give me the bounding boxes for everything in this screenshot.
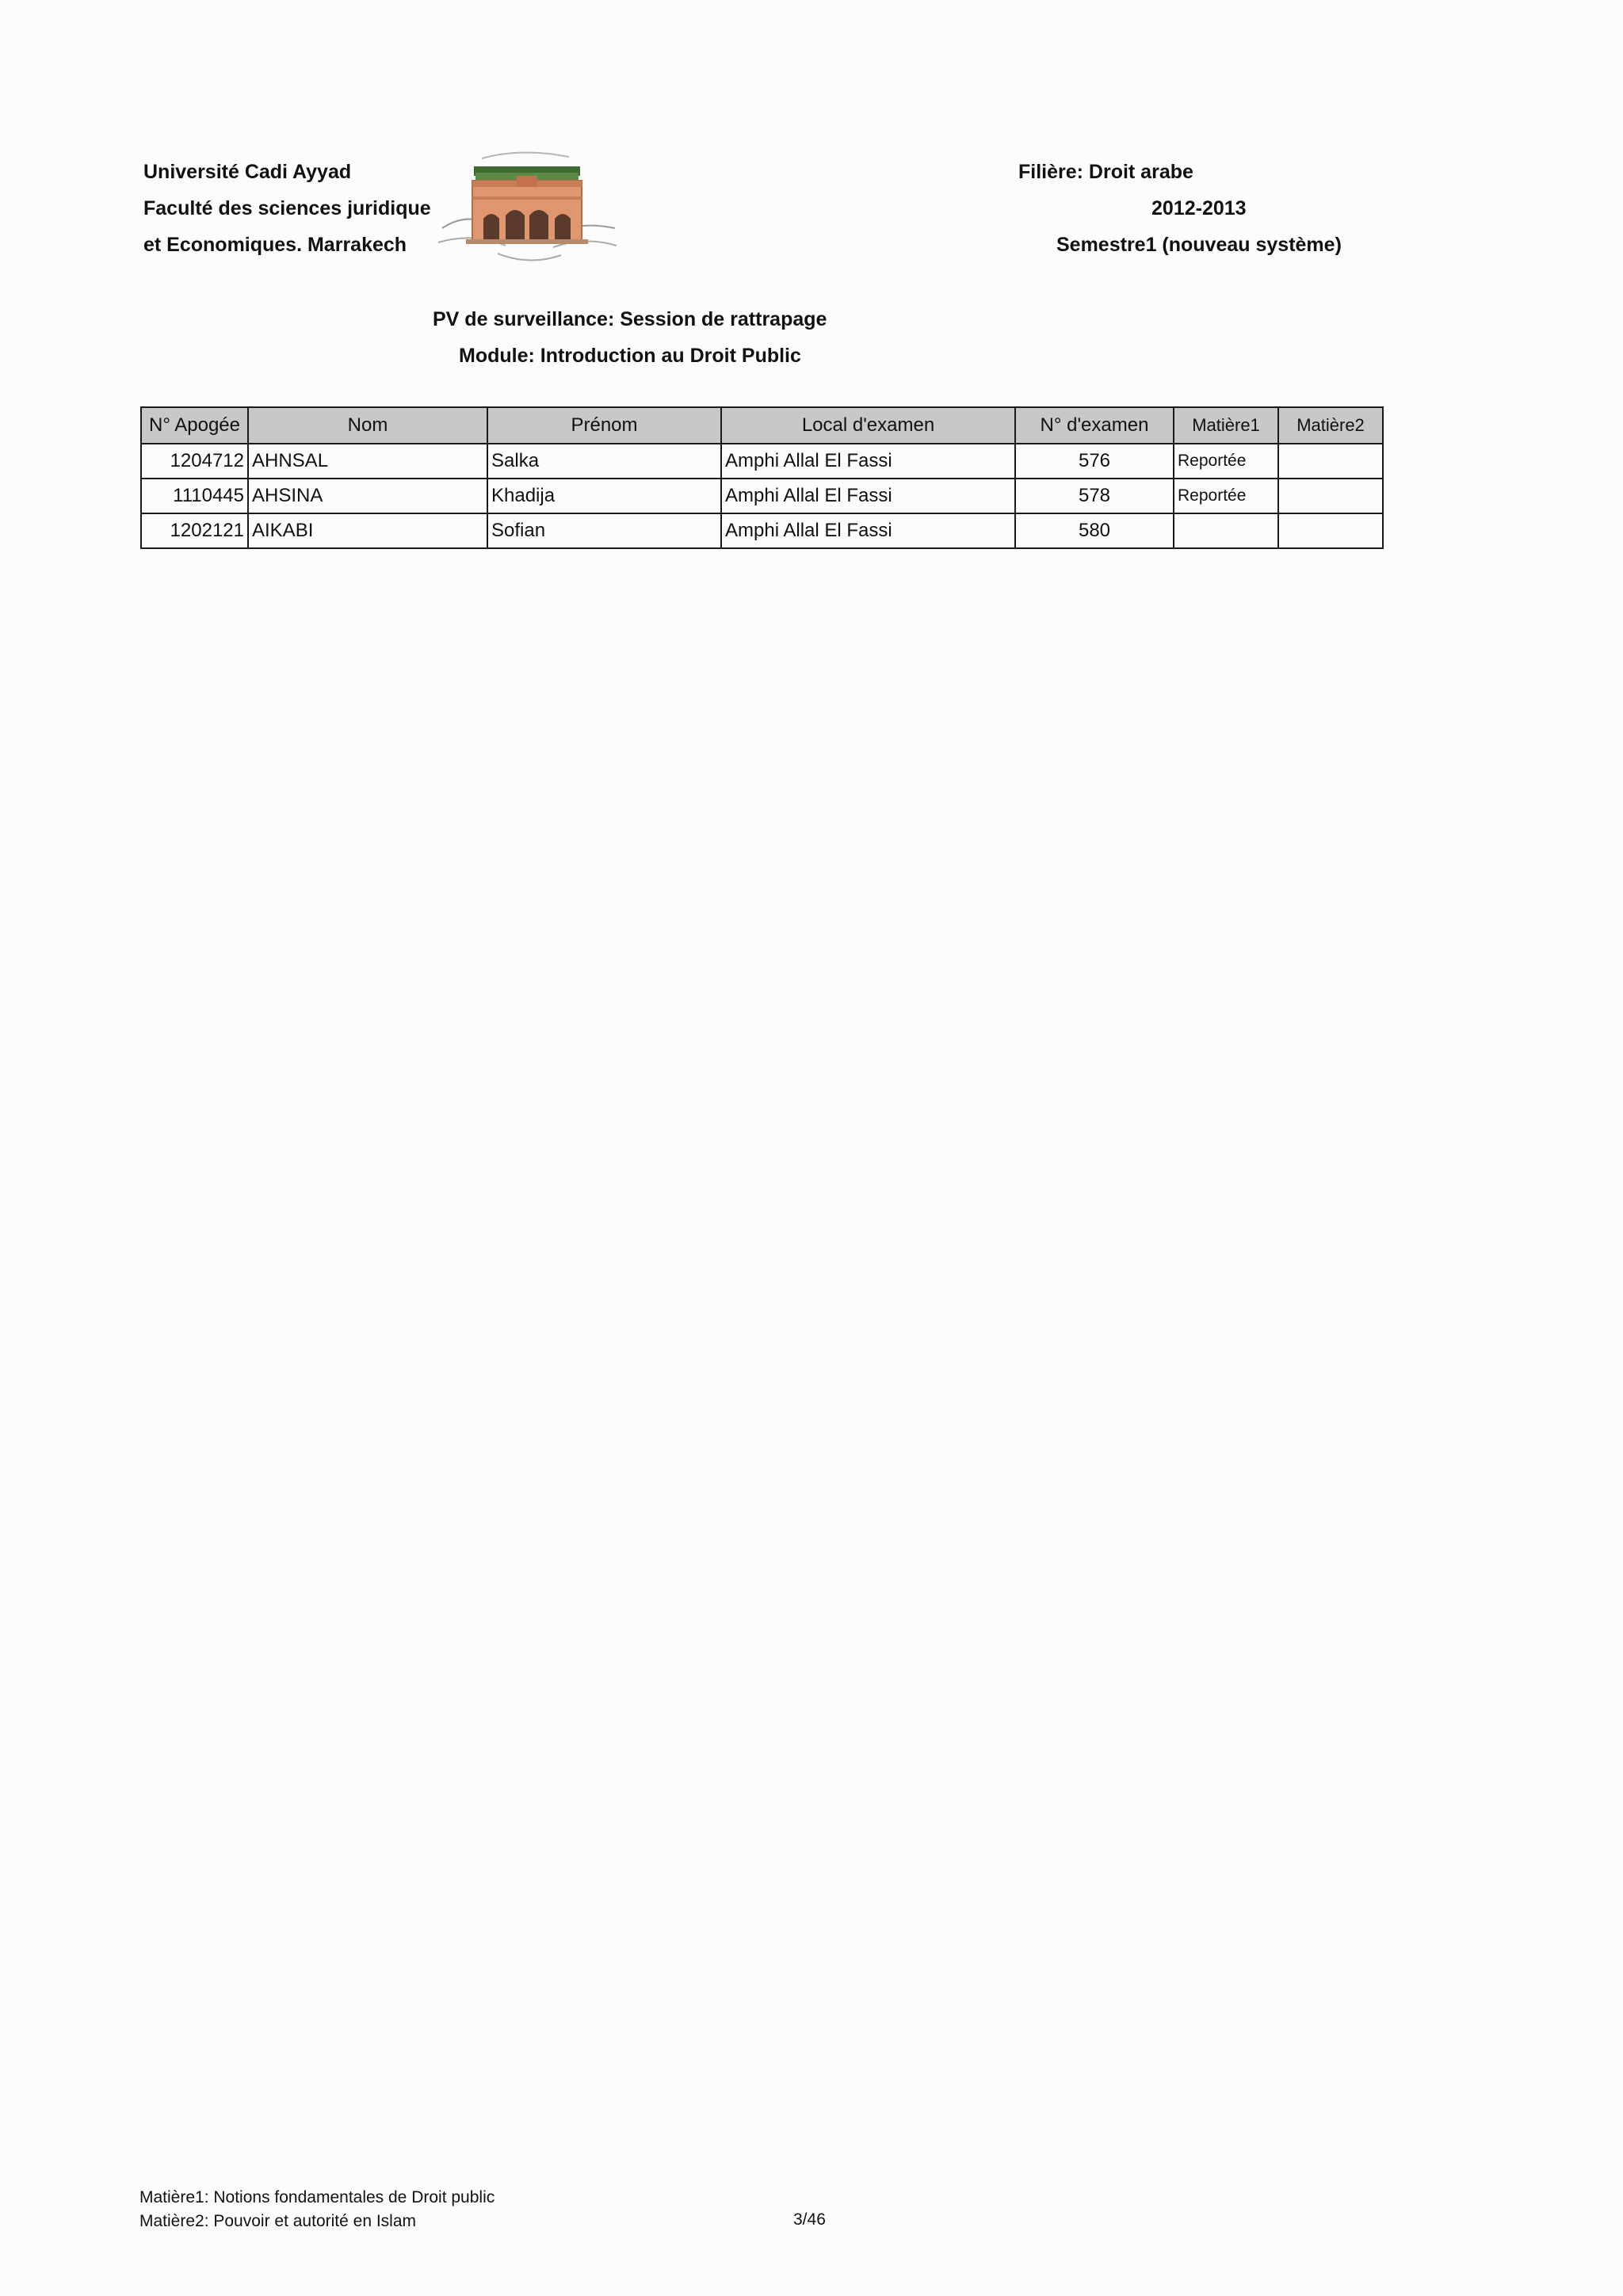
cell-matiere2 <box>1278 513 1383 548</box>
cell-matiere1 <box>1174 513 1278 548</box>
cell-local: Amphi Allal El Fassi <box>721 444 1015 479</box>
academic-year: 2012-2013 <box>1151 197 1247 219</box>
table-row <box>141 444 1383 479</box>
cell-prenom: Khadija <box>487 479 721 513</box>
university-building-logo-icon <box>434 149 620 266</box>
cell-apogee: 1204712 <box>141 444 248 479</box>
cell-nom: AHNSAL <box>248 444 487 479</box>
cell-matiere2 <box>1278 444 1383 479</box>
pv-title: PV de surveillance: Session de rattrapage <box>433 308 827 330</box>
cell-prenom: Salka <box>487 444 721 479</box>
module-title: Module: Introduction au Droit Public <box>459 345 801 367</box>
footer-matiere1-legend: Matière1: Notions fondamentales de Droit public <box>139 2188 495 2206</box>
cell-num-examen: 578 <box>1015 479 1174 513</box>
cell-prenom: Sofian <box>487 513 721 548</box>
column-header-matiere1: Matière1 <box>1174 407 1278 444</box>
table-row <box>141 479 1383 513</box>
cell-matiere1: Reportée <box>1174 479 1278 513</box>
cell-num-examen: 580 <box>1015 513 1174 548</box>
table-header-row <box>141 407 1383 444</box>
cell-nom: AIKABI <box>248 513 487 548</box>
cell-local: Amphi Allal El Fassi <box>721 513 1015 548</box>
column-header-num-examen: N° d'examen <box>1015 407 1174 444</box>
faculty-city: et Economiques. Marrakech <box>143 234 407 256</box>
footer-matiere2-legend: Matière2: Pouvoir et autorité en Islam <box>139 2212 417 2230</box>
cell-nom: AHSINA <box>248 479 487 513</box>
cell-matiere2 <box>1278 479 1383 513</box>
cell-matiere1: Reportée <box>1174 444 1278 479</box>
column-header-prenom: Prénom <box>487 407 721 444</box>
page-number: 3/46 <box>793 2210 826 2229</box>
university-name: Université Cadi Ayyad <box>143 161 352 183</box>
column-header-nom: Nom <box>248 407 487 444</box>
table-row <box>141 513 1383 548</box>
surveillance-table <box>140 406 1384 549</box>
cell-num-examen: 576 <box>1015 444 1174 479</box>
cell-apogee: 1202121 <box>141 513 248 548</box>
column-header-apogee: N° Apogée <box>141 407 248 444</box>
cell-local: Amphi Allal El Fassi <box>721 479 1015 513</box>
semestre-label: Semestre1 (nouveau système) <box>1056 234 1342 256</box>
column-header-matiere2: Matière2 <box>1278 407 1383 444</box>
cell-apogee: 1110445 <box>141 479 248 513</box>
faculty-name: Faculté des sciences juridique <box>143 197 431 219</box>
filiere-label: Filière: Droit arabe <box>1018 161 1193 183</box>
column-header-local: Local d'examen <box>721 407 1015 444</box>
